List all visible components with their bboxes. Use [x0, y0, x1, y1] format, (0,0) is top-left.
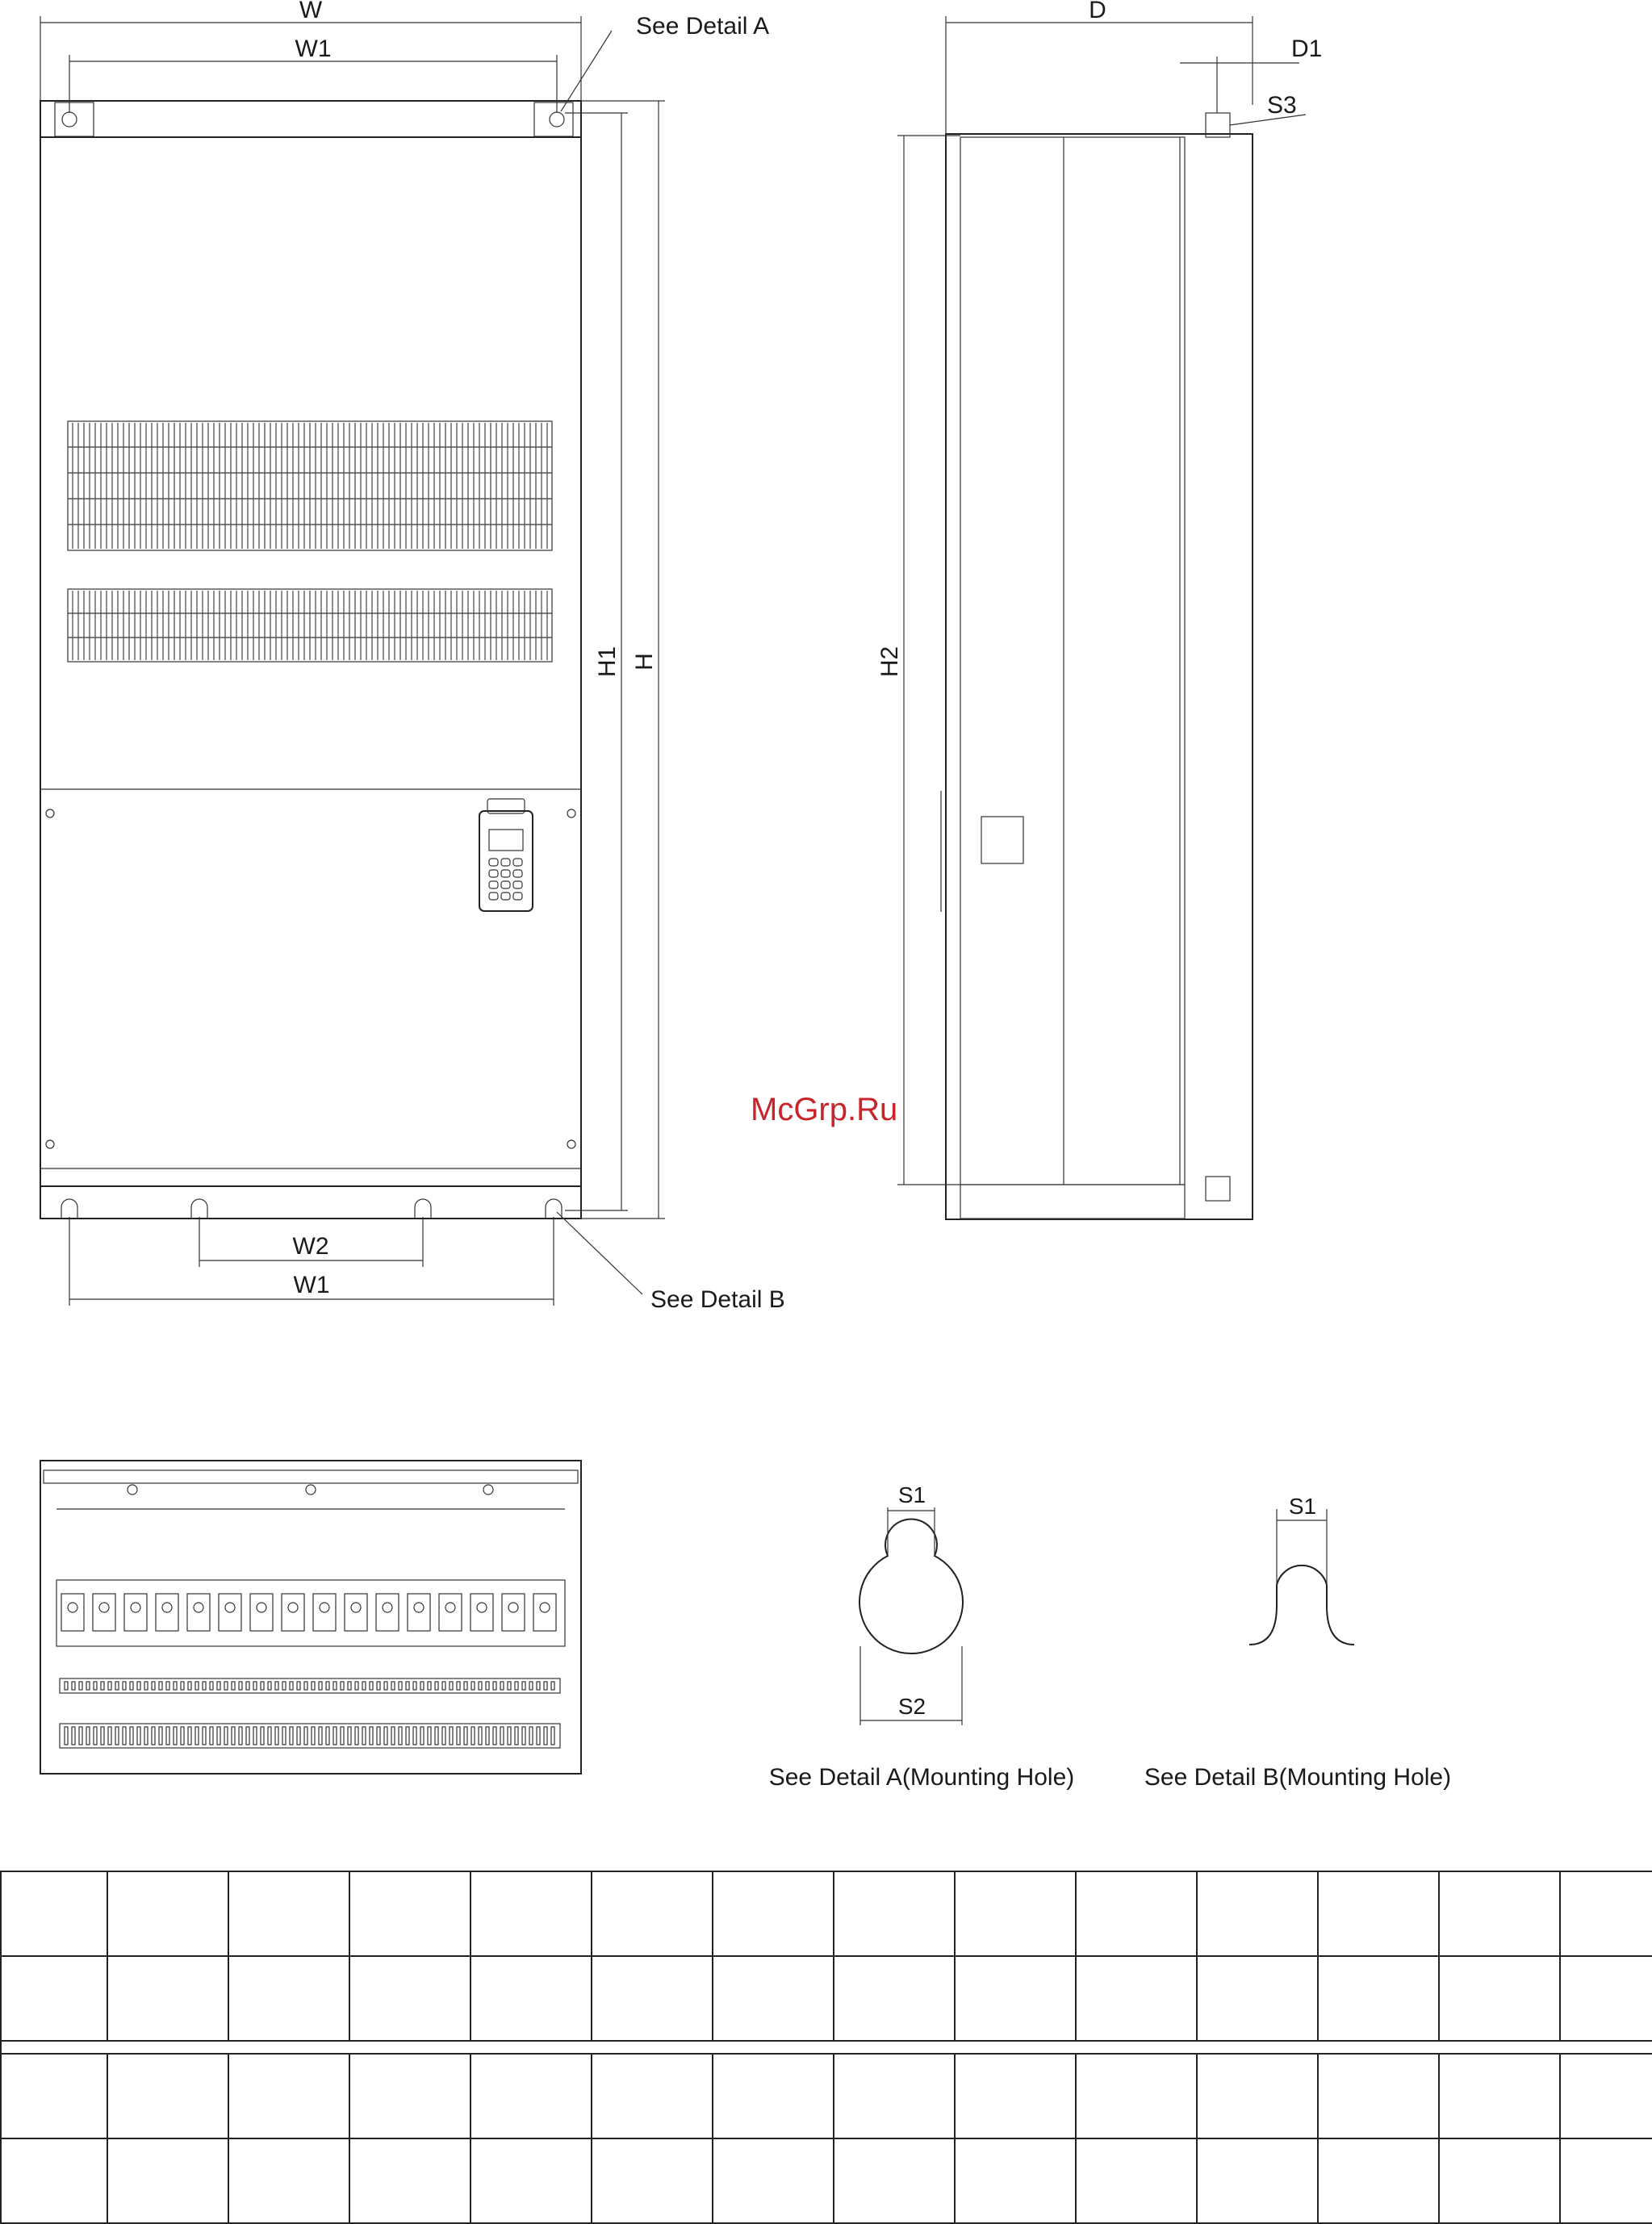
vent-slot	[261, 1682, 264, 1690]
vent-slot	[290, 1727, 293, 1745]
vent-slot	[232, 1682, 235, 1690]
cover-screw	[46, 1140, 54, 1148]
dim-label-d1: D1	[1291, 36, 1323, 62]
vent-slot	[435, 1682, 438, 1690]
terminal-screw	[99, 1603, 109, 1612]
table-cell	[592, 2054, 713, 2138]
dim-label-w1-bottom: W1	[293, 1272, 330, 1298]
keypad-key	[501, 870, 510, 877]
vent-slot	[341, 1682, 344, 1690]
vent-slot	[362, 1682, 366, 1690]
vent-slot	[86, 1682, 90, 1690]
vent-slot	[508, 1727, 511, 1745]
vent-slot	[275, 1727, 278, 1745]
vent-slot	[544, 1727, 547, 1745]
vent-slot	[457, 1682, 460, 1690]
table-cell	[834, 1871, 955, 1956]
table-cell	[107, 1871, 228, 1956]
table-cell	[1560, 2138, 1652, 2223]
top-mounting-bar	[40, 101, 581, 137]
vent-slot	[377, 1682, 380, 1690]
vent-slot	[493, 1727, 496, 1745]
vent-slot	[529, 1682, 533, 1690]
vent-slot	[377, 1727, 380, 1745]
terminal-screw	[414, 1603, 424, 1612]
table-cell	[1076, 1871, 1197, 1956]
front-view	[40, 0, 785, 1313]
vent-slot	[515, 1682, 518, 1690]
table-cell	[1560, 1956, 1652, 2041]
dim-label-h2: H2	[876, 646, 903, 678]
side-access-panel	[981, 817, 1023, 863]
terminal-block	[56, 1580, 565, 1646]
vent-slot	[159, 1682, 162, 1690]
vent-slot	[370, 1682, 373, 1690]
table-cell	[107, 2054, 228, 2138]
vent-slot	[428, 1727, 431, 1745]
vent-slot	[174, 1727, 177, 1745]
table-cell	[107, 2138, 228, 2223]
keypad-panel	[479, 799, 533, 911]
detail-a-caption: See Detail A(Mounting Hole)	[768, 1764, 1075, 1791]
vent-slot	[399, 1727, 402, 1745]
vent-slot	[217, 1682, 220, 1690]
vent-slot	[188, 1682, 191, 1690]
side-bottom-hanger	[1206, 1177, 1230, 1201]
vent-slot	[399, 1682, 402, 1690]
vent-slot	[319, 1682, 322, 1690]
vent-slot	[239, 1727, 242, 1745]
vent-slot	[246, 1682, 249, 1690]
vent-slot	[130, 1727, 133, 1745]
terminal-screw	[351, 1603, 361, 1612]
dim-label-s2: S2	[897, 1694, 926, 1719]
keypad-key	[513, 881, 522, 888]
table-cell	[1560, 1871, 1652, 1956]
detail-b-caption: See Detail B(Mounting Hole)	[1144, 1764, 1452, 1791]
table-cell	[1439, 2138, 1560, 2223]
vent-slot	[486, 1682, 489, 1690]
table-cell	[1439, 2054, 1560, 2138]
table-cell	[1, 2054, 107, 2138]
vent-slot	[413, 1682, 416, 1690]
vent-slot	[326, 1682, 329, 1690]
vent-slot	[275, 1682, 278, 1690]
cover-screw	[567, 809, 575, 817]
table-cell	[471, 1956, 592, 2041]
vent-slot	[123, 1727, 126, 1745]
vent-slot	[123, 1682, 126, 1690]
vent-slot	[312, 1727, 315, 1745]
vent-slot	[297, 1727, 300, 1745]
table-cell	[1, 2138, 107, 2223]
vent-slot	[515, 1727, 518, 1745]
table-cell	[349, 2054, 471, 2138]
vent-slot	[384, 1727, 387, 1745]
table-cell	[1197, 2138, 1318, 2223]
callout-detail-a: See Detail A	[636, 13, 770, 40]
vent-slot	[486, 1727, 489, 1745]
keypad-key	[489, 859, 498, 866]
vent-slot	[428, 1682, 431, 1690]
vent-slot	[464, 1682, 467, 1690]
vent-slot	[297, 1682, 300, 1690]
vent-slot	[362, 1727, 366, 1745]
table-cell	[471, 2054, 592, 2138]
vent-slot	[86, 1727, 90, 1745]
table-cell	[1197, 1956, 1318, 2041]
terminal-screw	[320, 1603, 329, 1612]
terminal-screw	[445, 1603, 455, 1612]
dim-label-w1-top: W1	[295, 36, 332, 62]
table-cell	[713, 1871, 834, 1956]
dim-label-w2: W2	[292, 1233, 329, 1260]
top-right-mounting-hole	[550, 112, 564, 127]
terminal-screw	[257, 1603, 266, 1612]
vent-slot	[450, 1727, 453, 1745]
table-cell	[713, 2054, 834, 2138]
vent-slot	[268, 1727, 271, 1745]
vent-slot	[203, 1727, 206, 1745]
vent-slot	[529, 1727, 533, 1745]
keyhole-outline	[859, 1519, 963, 1653]
vent-slot	[551, 1682, 554, 1690]
table-cell	[1560, 2054, 1652, 2138]
vent-slot	[79, 1682, 82, 1690]
vent-slot	[384, 1682, 387, 1690]
vent-slot	[152, 1727, 155, 1745]
terminal-screw	[383, 1603, 392, 1612]
vent-slot	[355, 1682, 358, 1690]
terminal-screw	[162, 1603, 172, 1612]
table-cell	[955, 2138, 1076, 2223]
table-cell	[592, 1956, 713, 2041]
vent-slot	[101, 1727, 104, 1745]
vent-slot	[420, 1682, 424, 1690]
vent-slot	[115, 1682, 119, 1690]
table-cell	[107, 1956, 228, 2041]
keypad-key	[489, 893, 498, 900]
vent-slot	[537, 1727, 540, 1745]
table-cell	[834, 2054, 955, 2138]
bottom-view	[40, 1461, 581, 1774]
vent-slot	[195, 1682, 199, 1690]
vent-slot	[79, 1727, 82, 1745]
dim-label-s1-b: S1	[1288, 1494, 1317, 1519]
vent-slot	[65, 1682, 68, 1690]
keypad-key	[489, 881, 498, 888]
table-cell	[349, 2138, 471, 2223]
terminal-screw	[508, 1603, 518, 1612]
vent-slot	[442, 1682, 445, 1690]
table-cell	[1076, 2138, 1197, 2223]
vent-slot	[493, 1682, 496, 1690]
vent-slats	[73, 423, 547, 660]
side-view	[876, 0, 1322, 1219]
keypad-key	[513, 893, 522, 900]
table-row	[1, 2054, 1652, 2138]
vent-slot	[268, 1682, 271, 1690]
keypad-key	[513, 859, 522, 866]
table-cell	[834, 1956, 955, 2041]
bottom-mounting-bar	[40, 1186, 581, 1219]
table-cell	[1318, 1871, 1439, 1956]
vent-slot	[544, 1682, 547, 1690]
table-row	[1, 2138, 1652, 2223]
terminal-screw	[194, 1603, 203, 1612]
bottom-mounting-slot	[191, 1199, 207, 1219]
table-cell	[1076, 1956, 1197, 2041]
vent-slot	[210, 1682, 213, 1690]
table-cell	[471, 2138, 592, 2223]
vent-slot	[101, 1682, 104, 1690]
vent-slot	[370, 1727, 373, 1745]
table-row	[1, 1871, 1652, 1956]
table-cell	[1197, 2054, 1318, 2138]
terminal-screw	[225, 1603, 235, 1612]
vent-slot	[72, 1682, 75, 1690]
table-cell	[1318, 2054, 1439, 2138]
vent-slot	[522, 1727, 525, 1745]
vent-slot	[348, 1682, 351, 1690]
vent-slot	[246, 1727, 249, 1745]
dim-label-h: H	[631, 653, 658, 671]
dim-label-w: W	[299, 0, 323, 23]
bottom-mounting-slot	[546, 1199, 562, 1219]
vent-slot	[348, 1727, 351, 1745]
vent-slot	[195, 1727, 199, 1745]
table-cell	[1439, 1871, 1560, 1956]
vent-slot	[94, 1682, 97, 1690]
vent-slot	[406, 1727, 409, 1745]
dim-label-s3: S3	[1267, 92, 1297, 119]
vent-slot	[326, 1727, 329, 1745]
keypad-key	[501, 881, 510, 888]
vent-slot	[144, 1727, 148, 1745]
vent-slot	[188, 1727, 191, 1745]
vent-slot	[115, 1727, 119, 1745]
vent-slot	[159, 1727, 162, 1745]
table-cell	[228, 1956, 349, 2041]
leader-detail-a	[561, 31, 612, 111]
vent-slot	[181, 1727, 184, 1745]
vent-slot	[479, 1727, 482, 1745]
table-cell	[955, 2054, 1076, 2138]
keypad-key	[489, 870, 498, 877]
table-row	[1, 2041, 1652, 2054]
dim-label-s1-a: S1	[897, 1482, 926, 1507]
vent-slot	[239, 1682, 242, 1690]
vent-slot	[464, 1727, 467, 1745]
dim-label-h1: H1	[594, 646, 621, 678]
terminal-screw	[131, 1603, 140, 1612]
keypad-key	[501, 859, 510, 866]
table-cell	[1318, 1956, 1439, 2041]
vent-slot	[522, 1682, 525, 1690]
vent-slot	[479, 1682, 482, 1690]
cover-screw	[46, 809, 54, 817]
table-cell	[349, 1871, 471, 1956]
table-cell	[1439, 1956, 1560, 2041]
vent-slot	[108, 1727, 111, 1745]
terminal-screw	[540, 1603, 550, 1612]
vent-slot	[181, 1682, 184, 1690]
vent-slot	[319, 1727, 322, 1745]
vent-slot	[137, 1682, 140, 1690]
callout-detail-b: See Detail B	[650, 1286, 785, 1313]
table-cell	[471, 1871, 592, 1956]
vent-slot	[217, 1727, 220, 1745]
terminal-screw	[68, 1603, 77, 1612]
keypad-display	[489, 830, 523, 851]
keypad-key	[513, 870, 522, 877]
table-cell	[955, 1956, 1076, 2041]
vent-slot	[391, 1682, 395, 1690]
vent-slot	[551, 1727, 554, 1745]
table-row	[1, 1956, 1652, 2041]
vent-slot	[304, 1727, 307, 1745]
vent-slot	[261, 1727, 264, 1745]
vent-slot	[290, 1682, 293, 1690]
vent-slot	[333, 1727, 337, 1745]
top-right-bracket	[534, 102, 573, 136]
vent-slot	[471, 1682, 475, 1690]
table-cell	[1, 1956, 107, 2041]
vent-slot	[457, 1727, 460, 1745]
vent-slot	[282, 1727, 286, 1745]
vent-slot	[166, 1727, 169, 1745]
vent-slot	[232, 1727, 235, 1745]
leader-detail-b	[557, 1212, 642, 1294]
table-cell	[592, 2138, 713, 2223]
table-cell	[713, 1956, 834, 2041]
vent-slot	[500, 1682, 504, 1690]
table-cell	[1, 1871, 107, 1956]
vent-slot	[108, 1682, 111, 1690]
table-cell	[955, 1871, 1076, 1956]
cover-screw	[567, 1140, 575, 1148]
vent-slot	[210, 1727, 213, 1745]
keypad-key	[501, 893, 510, 900]
vent-slot	[94, 1727, 97, 1745]
table-cell	[713, 2138, 834, 2223]
vent-slot	[406, 1682, 409, 1690]
vent-slot	[508, 1682, 511, 1690]
vent-slot	[312, 1682, 315, 1690]
terminal-screw	[477, 1603, 487, 1612]
table-cell	[1318, 2138, 1439, 2223]
vent-slot	[130, 1682, 133, 1690]
table-cell	[228, 1871, 349, 1956]
side-housing	[946, 134, 1253, 1219]
table-cell	[1, 2041, 1652, 2054]
vent-slot	[304, 1682, 307, 1690]
vent-slot	[224, 1682, 228, 1690]
vent-slot	[224, 1727, 228, 1745]
vent-slot	[500, 1727, 504, 1745]
vent-slot	[144, 1682, 148, 1690]
vent-slot	[420, 1727, 424, 1745]
detail-a	[769, 1482, 1075, 1791]
vent-slot	[166, 1682, 169, 1690]
table-cell	[349, 1956, 471, 2041]
top-left-bracket	[55, 102, 94, 136]
table-cell	[592, 1871, 713, 1956]
watermark: McGrp.Ru	[751, 1092, 898, 1127]
vent-slot	[253, 1727, 257, 1745]
slot-outline	[1249, 1566, 1354, 1645]
dim-label-d: D	[1089, 0, 1106, 23]
vent-slot	[282, 1682, 286, 1690]
vent-slot	[450, 1682, 453, 1690]
vent-slot	[471, 1727, 475, 1745]
vent-slot	[152, 1682, 155, 1690]
vent-slot	[333, 1682, 337, 1690]
dimension-table	[0, 1871, 1652, 2224]
vent-slot	[65, 1727, 68, 1745]
vent-slot	[442, 1727, 445, 1745]
top-left-mounting-hole	[62, 112, 77, 127]
bottom-mounting-slot	[415, 1199, 431, 1219]
vent-slot	[355, 1727, 358, 1745]
table-cell	[1076, 2054, 1197, 2138]
vent-slot	[413, 1727, 416, 1745]
vent-slot	[203, 1682, 206, 1690]
terminal-screw	[288, 1603, 298, 1612]
bottom-mounting-slot	[61, 1199, 77, 1219]
table-cell	[834, 2138, 955, 2223]
detail-b	[1144, 1494, 1451, 1791]
vent-slot	[341, 1727, 344, 1745]
table-cell	[1197, 1871, 1318, 1956]
vent-slot	[435, 1727, 438, 1745]
vent-slot	[72, 1727, 75, 1745]
vent-slot	[174, 1682, 177, 1690]
vent-slot	[137, 1727, 140, 1745]
vent-slot	[537, 1682, 540, 1690]
table-cell	[228, 2138, 349, 2223]
vent-slot	[253, 1682, 257, 1690]
table-cell	[228, 2054, 349, 2138]
vent-slot	[391, 1727, 395, 1745]
